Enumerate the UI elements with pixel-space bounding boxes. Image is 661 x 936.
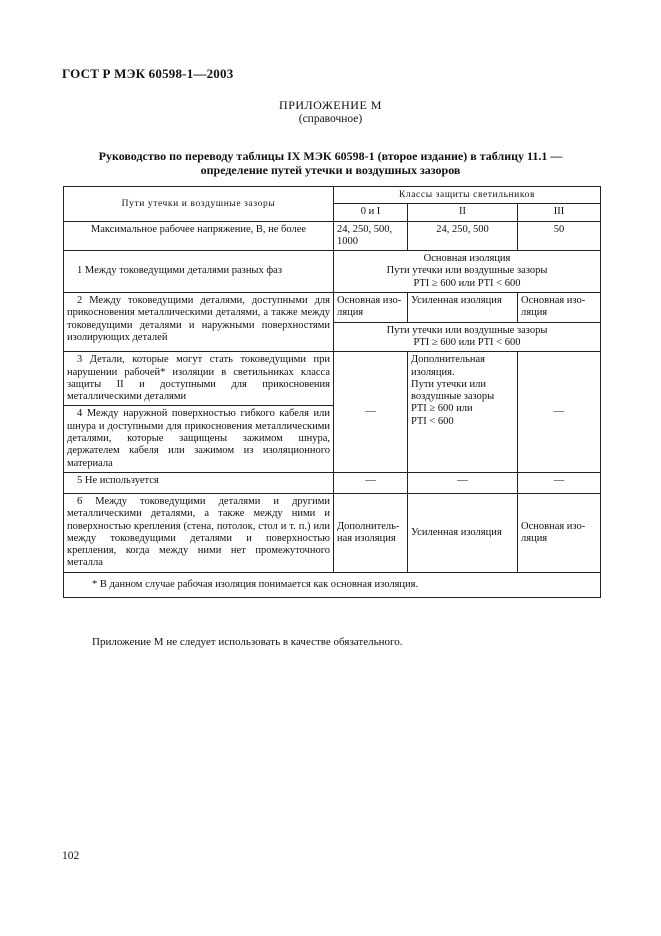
row34-class-2-line2: изоляция.: [411, 366, 455, 378]
voltage-label: Максимальное рабочее напряжение, В, не более: [64, 221, 334, 251]
row1-merged: [334, 251, 601, 293]
row34-class-2-line1: Дополнительная: [411, 354, 486, 366]
main-title-line1: Руководство по переводу таблицы IX МЭК 60598-1 (второе издание) в таблицу 11.1 —: [98, 149, 563, 163]
table-row: [64, 493, 601, 572]
main-title: [70, 149, 591, 177]
row34-class-2-line3: Пути утечки или: [411, 378, 487, 390]
creepage-table: [63, 186, 601, 598]
row34-class-2-line4: воздушные зазоры: [411, 391, 495, 403]
row6-class-0-1: Дополнитель-ная изоляция: [334, 493, 408, 572]
voltage-class-2: 24, 250, 500: [408, 221, 518, 251]
table-row: [64, 293, 601, 323]
header-class-2: II: [408, 204, 518, 221]
row1-label: 1 Между токоведущими деталями разных фаз: [64, 251, 334, 293]
row3-label: 3 Детали, которые могут стать токоведущими при нарушении рабочей* изоляции в светильниках класса защиты II и доступными для прикосновения металлическими деталями: [64, 352, 334, 406]
table-row: [64, 472, 601, 493]
row2-class-0-1: Основная изо-ляция: [334, 293, 408, 323]
row2-merged-line1: Пути утечки или воздушные зазоры: [386, 324, 548, 336]
table-header-row: [64, 187, 601, 204]
appendix-note: Приложение М не следует использовать в качестве обязательного.: [92, 636, 403, 648]
row5-class-0-1: —: [334, 472, 408, 493]
row2-class-2: Усиленная изоляция: [408, 293, 518, 323]
row6-label: 6 Между токоведущими деталями и другими металлическими деталями, а также между ними и поверхностью крепления (стена, потолок, стол и т. п.) или между токоведущими деталями и поверхностью крепления, когда между ними нет промежуточного металла: [64, 493, 334, 572]
row5-label: 5 Не используется: [64, 472, 334, 493]
voltage-class-3: 50: [518, 221, 601, 251]
row34-class-2: [408, 352, 518, 473]
table-row: [64, 221, 601, 251]
row5-class-2: —: [408, 472, 518, 493]
voltage-class-0-1: 24, 250, 500, 1000: [334, 221, 408, 251]
appendix-subtitle: (справочное): [298, 113, 363, 125]
header-class-3: III: [518, 204, 601, 221]
row1-merged-line3: PTI ≥ 600 или PTI < 600: [413, 277, 521, 289]
row6-class-2: Усиленная изоляция: [408, 493, 518, 572]
row1-merged-line2: Пути утечки или воздушные зазоры: [386, 265, 548, 277]
row34-class-2-line5: PTI ≥ 600 или: [411, 403, 473, 415]
document-code: ГОСТ Р МЭК 60598-1—2003: [62, 66, 234, 81]
header-protection-classes: Классы защиты светильников: [334, 187, 601, 204]
table-footnote: * В данном случае рабочая изоляция понимается как основная изоляция.: [64, 572, 601, 597]
page-number: 102: [62, 850, 80, 862]
appendix-title: ПРИЛОЖЕНИЕ М: [279, 98, 382, 112]
table-row: [64, 251, 601, 293]
row2-merged: [334, 322, 601, 352]
row5-class-3: —: [518, 472, 601, 493]
header-paths: Пути утечки и воздушные зазоры: [64, 187, 334, 222]
row4-label: 4 Между наружной поверхностью гибкого кабеля или шнура и доступными для прикосновения металлическими деталями, которые защищены зажимом шнура, держателем кабеля или зажимом из изоляционного материала: [64, 406, 334, 472]
main-title-line2: определение путей утечки и воздушных зазоров: [200, 163, 461, 177]
table-row: [64, 352, 601, 406]
row1-merged-line1: Основная изоляция: [423, 253, 511, 265]
header-class-0-1: 0 и I: [334, 204, 408, 221]
row34-class-3: —: [518, 352, 601, 473]
row34-class-0-1: —: [334, 352, 408, 473]
table-footnote-row: [64, 572, 601, 597]
row6-class-3: Основная изо-ляция: [518, 493, 601, 572]
row2-class-3: Основная изо-ляция: [518, 293, 601, 323]
row2-merged-line2: PTI ≥ 600 или PTI < 600: [413, 336, 521, 348]
row2-label: 2 Между токоведущими деталями, доступными для прикосновения металлическими деталями, а также между токоведущими деталями и наружными поверхностями изолирующих деталей: [64, 293, 334, 352]
row34-class-2-line6: PTI < 600: [411, 415, 454, 427]
